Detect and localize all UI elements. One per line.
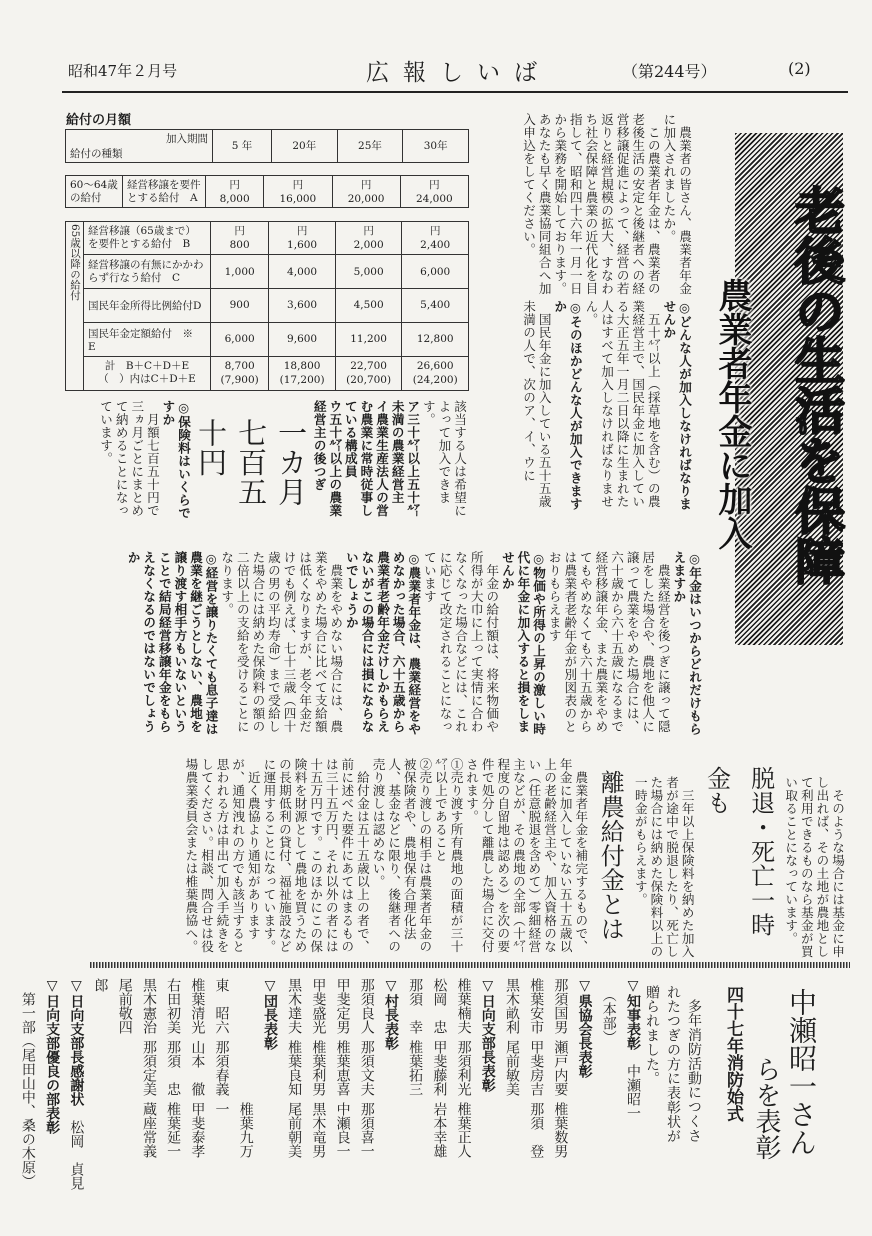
corner-bottom: 給付の種類 (70, 148, 123, 160)
award-category-heading: ▽村長表彰 (382, 978, 399, 1050)
award-column (476, 978, 500, 1193)
cell-value: 2,400 (420, 239, 451, 252)
cell-value: 900 (211, 289, 269, 322)
condition-item: イ農業生産法人の営む農業に常時従事している構成員 (342, 400, 390, 517)
awardee-name: 黒木達夫 (286, 978, 303, 1034)
awardee-name: 岩本幸雄 (431, 1102, 448, 1158)
awardee-name: 椎葉恵喜 (334, 1040, 351, 1096)
award-column (16, 978, 40, 1193)
cell-value: 12,800 (402, 322, 469, 356)
cell-value: (17,200) (279, 374, 325, 387)
table-row (66, 222, 469, 255)
award-column (379, 978, 403, 1193)
awardee-name: 山本 徹 (189, 1040, 206, 1096)
cell-value: 8,700 (224, 360, 255, 373)
cell-value: 26,600 (416, 360, 454, 373)
awardee-name: 椎葉拓三 (407, 1040, 424, 1096)
withdrawal-and-retirement-section (62, 758, 845, 958)
total-label-2: （ ）内はC＋D＋E (98, 373, 196, 386)
awardee-name: 那須 幸 (407, 978, 424, 1034)
benefit-table-group2 (65, 221, 469, 391)
table-row (66, 176, 469, 208)
paragraph: 農業者の皆さん、農業者年金に加入されましたか。 (661, 113, 692, 295)
award-category-heading: ▽日向支部長感謝状 (68, 978, 85, 1106)
awardee-name: 椎葉安市 (528, 978, 545, 1034)
cell-value: 20,000 (347, 192, 385, 205)
question-heading: ◎物価や所得の上昇の激しい時代に年金に加入すると損をしませんか (499, 551, 547, 736)
unit: 円 (429, 225, 441, 238)
awardee-name: 那須利光 (455, 1040, 472, 1096)
qa-block-membership (475, 300, 692, 519)
cell-value: (24,200) (412, 374, 458, 387)
table-row (66, 289, 469, 322)
unit: 円 (229, 178, 240, 191)
awards-headline-2: らを表彰 (751, 1056, 781, 1160)
award-category-heading: ▽知事表彰 (625, 978, 641, 1050)
publication-title: 広報しいば (366, 60, 551, 86)
paragraph: そのような場合には基金に申し出れば、その土地が農地として利用できるものなら基金が買い取ることになっています。 (783, 776, 845, 958)
total-label: 計 B＋C＋D＋E (104, 360, 190, 373)
group-label: 60～64歳の給付 (66, 176, 123, 208)
award-column (88, 978, 136, 1193)
condition-item: ウ五十㌃以上の農業経営主の後つぎ (311, 400, 343, 517)
awards-intro (644, 985, 704, 1157)
award-column (185, 978, 209, 1193)
cell-value: 3,600 (269, 289, 336, 322)
condition-item: ②売り渡しの相手は農業者年金の被保険者や、農地保有合理化法人、基金などに限り、後継者への売り渡しは認めない。 (370, 758, 433, 953)
cell-value: 2,000 (353, 239, 384, 252)
corner-top: 加入期間 (166, 133, 208, 145)
question-heading: ◎そのほかどんな人が加入できますか (552, 300, 583, 511)
premium-callout: 一カ月七百五十円 (194, 418, 309, 507)
awardee-name: 黒木竜男 (310, 1102, 327, 1158)
awardee-name: 那須定美 (140, 1040, 157, 1096)
cell-value: 4,000 (269, 255, 336, 289)
awardee-name: 那須 忠 (165, 1040, 182, 1096)
award-column (282, 978, 306, 1193)
table-row (66, 255, 469, 289)
question-heading: ◎農業者年金は、農業経営をやめなかった場合、六十五歳から農業者老齢年金だけしかもらえないがこの場合には損にならないでしょうか (343, 551, 422, 736)
section-divider (90, 962, 850, 968)
unit: 円 (363, 225, 374, 238)
unit: 円 (360, 178, 372, 191)
cell-value: 6,000 (211, 322, 269, 356)
cell-value: 11,200 (335, 322, 402, 356)
award-column (209, 978, 257, 1193)
paragraph: 農業者年金を補完するもので、年金に加入していない五十五歳以上の老齢経営主や、加入資格のない（任意脱退を含めて）零細経営主などが、その農地の全部（十㌃程度の自留地は認める）を次の要件で処分して離農した場合に交付されます。 (464, 758, 589, 953)
awardee-name: 甲斐定男 (334, 978, 351, 1034)
award-column (64, 978, 88, 1193)
awardee-name: 尾前朝美 (286, 1102, 303, 1158)
headline-subtitle: 農業者年金に加入 (712, 278, 752, 550)
unit: 円 (296, 225, 308, 238)
awardee-name: 甲斐藤利 (431, 1040, 448, 1096)
benefit-table-group1 (65, 175, 469, 208)
award-category-heading: ▽県協会長表彰 (576, 978, 593, 1078)
awardee-name: 那須 登 (528, 1102, 545, 1158)
award-column (306, 978, 330, 1193)
benefit-table-header (65, 129, 469, 163)
cell-value: 22,700 (350, 360, 387, 373)
paragraph: 五十㌃以上（採草地を含む）の農業経営主で、国民年金に加入している大正五年一月二日以降に生まれた人はすべて加入しなければなりません。 (583, 300, 661, 508)
period-header: 5 年 (213, 130, 272, 163)
award-column (427, 978, 451, 1193)
award-column (597, 978, 645, 1193)
group-label: 65歳以降の給付 (66, 222, 84, 391)
award-category-heading: ▽日向支部長表彰 (479, 978, 496, 1092)
paragraph: 年金の給付額は、将来物価や所得が大巾に上って実情に合わなくなった場合などには、これに応じて改定されることになっています (421, 551, 500, 733)
cell-value: 5,000 (335, 255, 402, 289)
award-column (524, 978, 548, 1193)
cell-value: 8,000 (219, 192, 250, 205)
section-heading-withdrawal: 脱退・死亡一時金も (702, 766, 775, 937)
period-header: 25年 (337, 130, 403, 163)
paragraph: 国民年金に加入している五十五歳未満の人で、次のア、イ、ウに (521, 300, 552, 508)
paragraph: 農業経営を後つぎに譲って隠居をした場合や、農地を他人に譲って農業をやめた場合には、六十歳から六十五歳になるまで経営移譲年金、また農業をやめてもやめなくても六十五歳からは農業者老齢年金が別図表のとおりもらえます (546, 551, 671, 733)
awardee-name: 尾前敏美 (503, 1040, 520, 1096)
awards-subhead: 四十七年消防始式 (723, 986, 743, 1122)
award-column (451, 978, 475, 1193)
awardee-name: 椎葉良知 (286, 1040, 303, 1096)
award-category-heading: ▽日向支部優良の部表彰 (44, 978, 61, 1134)
award-column (403, 978, 427, 1193)
row-label (84, 356, 211, 390)
question-heading: ◎経営を譲りたくても息子達は農業を継ごうとしない、農地を譲り渡す相手方もいないということで結局経営移譲年金をもらえなくなるのではないでしょうか (125, 551, 219, 736)
paragraph: 多年消防活動につくされたつぎの方に表彰状が贈られました。 (644, 985, 702, 1144)
cell-value: 1,000 (211, 255, 269, 289)
page-number: (2) (788, 59, 811, 78)
row-label: 経営移譲を要件とする給付 A (123, 176, 206, 208)
question-heading: ◎どんな人が加入しなければなりませんか (661, 300, 692, 511)
awardee-name: 椎葉数男 (552, 1102, 569, 1158)
qa-block-premium (62, 400, 467, 526)
cell-value: (7,900) (220, 374, 259, 387)
headline-title: 老後の生活を保障 (787, 185, 845, 585)
cell-value: 18,800 (283, 360, 321, 373)
row-label: 経営移譲の有無にかかわらず行なう給付 C (84, 255, 211, 289)
issue-number: （第244号） (622, 62, 717, 81)
unit: 円 (234, 225, 245, 238)
intro-text (475, 113, 692, 295)
award-column (355, 978, 379, 1193)
award-column (548, 978, 572, 1193)
cell-value: 800 (229, 239, 250, 252)
awardee-name: 甲斐泰孝 (189, 1102, 206, 1158)
cell-value: 9,600 (269, 322, 336, 356)
award-column (500, 978, 524, 1193)
award-category-heading: ▽団長表彰 (261, 978, 278, 1050)
awardee-name: 那須喜一 (358, 1102, 375, 1158)
award-column (572, 978, 596, 1193)
award-column (137, 978, 161, 1193)
qa-block-benefits (62, 551, 702, 743)
table-corner (66, 130, 213, 163)
awardee-name: 瀬戸内要 (552, 1040, 569, 1096)
awardee-name: 椎葉正人 (455, 1102, 472, 1158)
issue-date: 昭和47年２月号 (68, 62, 178, 80)
awardee-name: 那須国男 (552, 978, 569, 1034)
period-header: 30年 (403, 130, 469, 163)
question-heading: ◎年金はいつからどれだけもらえますか (671, 551, 702, 736)
award-column (161, 978, 185, 1193)
awardee-name: 椎葉清光 (189, 978, 206, 1034)
paragraph: この農業者年金は、農業者の老後生活の安定と後継者への経営移譲促進によって、経営の若返りと経営規模の拡大、すなわち社会保障と農業の近代化を目指して、昭和四十六年一月一日から業務を開始しております。あなたも早く農業協同組合へ加入申込をしてください。 (521, 113, 661, 295)
awardee-name: 椎葉楠夫 (455, 978, 472, 1034)
cell-value: 4,500 (335, 289, 402, 322)
unit: 円 (292, 178, 304, 191)
cell-value: 6,000 (402, 255, 469, 289)
awardee-name: 甲斐房吉 (528, 1040, 545, 1096)
awardee-name: 第一部（尾田山中、桑の木原） (19, 992, 36, 1188)
awardee-name: 松岡 貞見 (68, 1120, 85, 1190)
awardee-name: 椎葉延一 (165, 1102, 182, 1158)
condition-item: ア三十㌃以上五十㌃未満の農業経営主 (389, 400, 421, 517)
section-heading-rinou: 離農給付金とは (596, 770, 625, 941)
row-label: 経営移譲（65歳まで）を要件とする給付 B (84, 222, 211, 255)
cell-value: 1,600 (287, 239, 318, 252)
awardee-name: 中瀬昭一 (625, 1064, 641, 1120)
cell-value: (20,700) (346, 374, 392, 387)
row-label: 国民年金所得比例給付D (84, 289, 211, 322)
awardee-name: 黒木畝利 (503, 978, 520, 1034)
awardee-name: 那須春義 (213, 1040, 230, 1096)
awardee-name: 椎葉利男 (310, 1040, 327, 1096)
awards-headline-1: 中瀬昭一さん (785, 988, 818, 1156)
awardee-name: 右田初美 (165, 978, 182, 1034)
paragraph: 給付金は五十五歳以上の者で、前に述べた要件にあてはまるものは三十五万円、それ以外の者には十五万円です。このほかにこの保険料を財源として農地を買うための長期低利の貸付、福祉施設などに運用することになっています。 (261, 758, 370, 953)
table-caption: 給付の月額 (66, 113, 132, 128)
paragraph: 該当する人は希望によって加入できます。 (420, 400, 467, 517)
award-column (258, 978, 282, 1193)
awardee-name: 那須文夫 (358, 1040, 375, 1096)
table-row (66, 322, 469, 356)
period-header: 20年 (271, 130, 337, 163)
award-column (40, 978, 64, 1193)
awardee-name: 中瀬良一 (334, 1102, 351, 1158)
condition-item: ①売り渡す所有農地の面積が三十㌃以上であること (432, 758, 464, 953)
awardee-name: 蔵座常義 (140, 1102, 157, 1158)
cell-value: 24,000 (415, 192, 453, 205)
cell-value: 5,400 (402, 289, 469, 322)
cell-value: 16,000 (279, 192, 317, 205)
paragraph: 三年以上保険料を納めた加入者が途中で脱退したり、死亡した場合には納めた保険料以上の一時金がもらえます。 (632, 776, 695, 958)
awardee-name: 那須良人 (358, 978, 375, 1034)
awardee-name: 甲斐盛光 (310, 978, 327, 1034)
paragraph: 近く農協より通知がありますが、通知洩れの方でも該当すると思われる方は申出て加入手続きをしてください。相談、問合せは役場農業委員会または椎葉農協へ。 (183, 758, 261, 953)
unit: 円 (429, 178, 440, 191)
paragraph: 月額七百五十円で三ヵ月ごとにまとめて納めることになっています。 (98, 400, 160, 517)
row-label: 国民年金定額給付 ※ E (84, 322, 211, 356)
awardee-name: （本部） (600, 988, 617, 1044)
awardee-name: 黒木憲治 (140, 978, 157, 1034)
paragraph: 農業をやめない場合には、農業をやめた場合に比べて支給額は低くなりますが、老令年金だけでも例えば、七十三歳（四十歳の男の平均寿命）まで受給した場合には納めた保険料の額の二倍以上の支給を受けることになります。 (219, 551, 344, 733)
table-row (66, 356, 469, 390)
awardee-name: 松岡 忠 (431, 978, 448, 1034)
award-column (330, 978, 354, 1193)
awardee-name: 椎葉九万一 (213, 1102, 254, 1158)
awards-list (19, 978, 645, 1193)
header-rule (62, 91, 848, 93)
question-heading: ◎保険料はいくらですか (160, 400, 192, 520)
awardee-name: 尾前敬四郎 (92, 978, 133, 1034)
awardee-name: 東 昭六 (213, 978, 230, 1034)
